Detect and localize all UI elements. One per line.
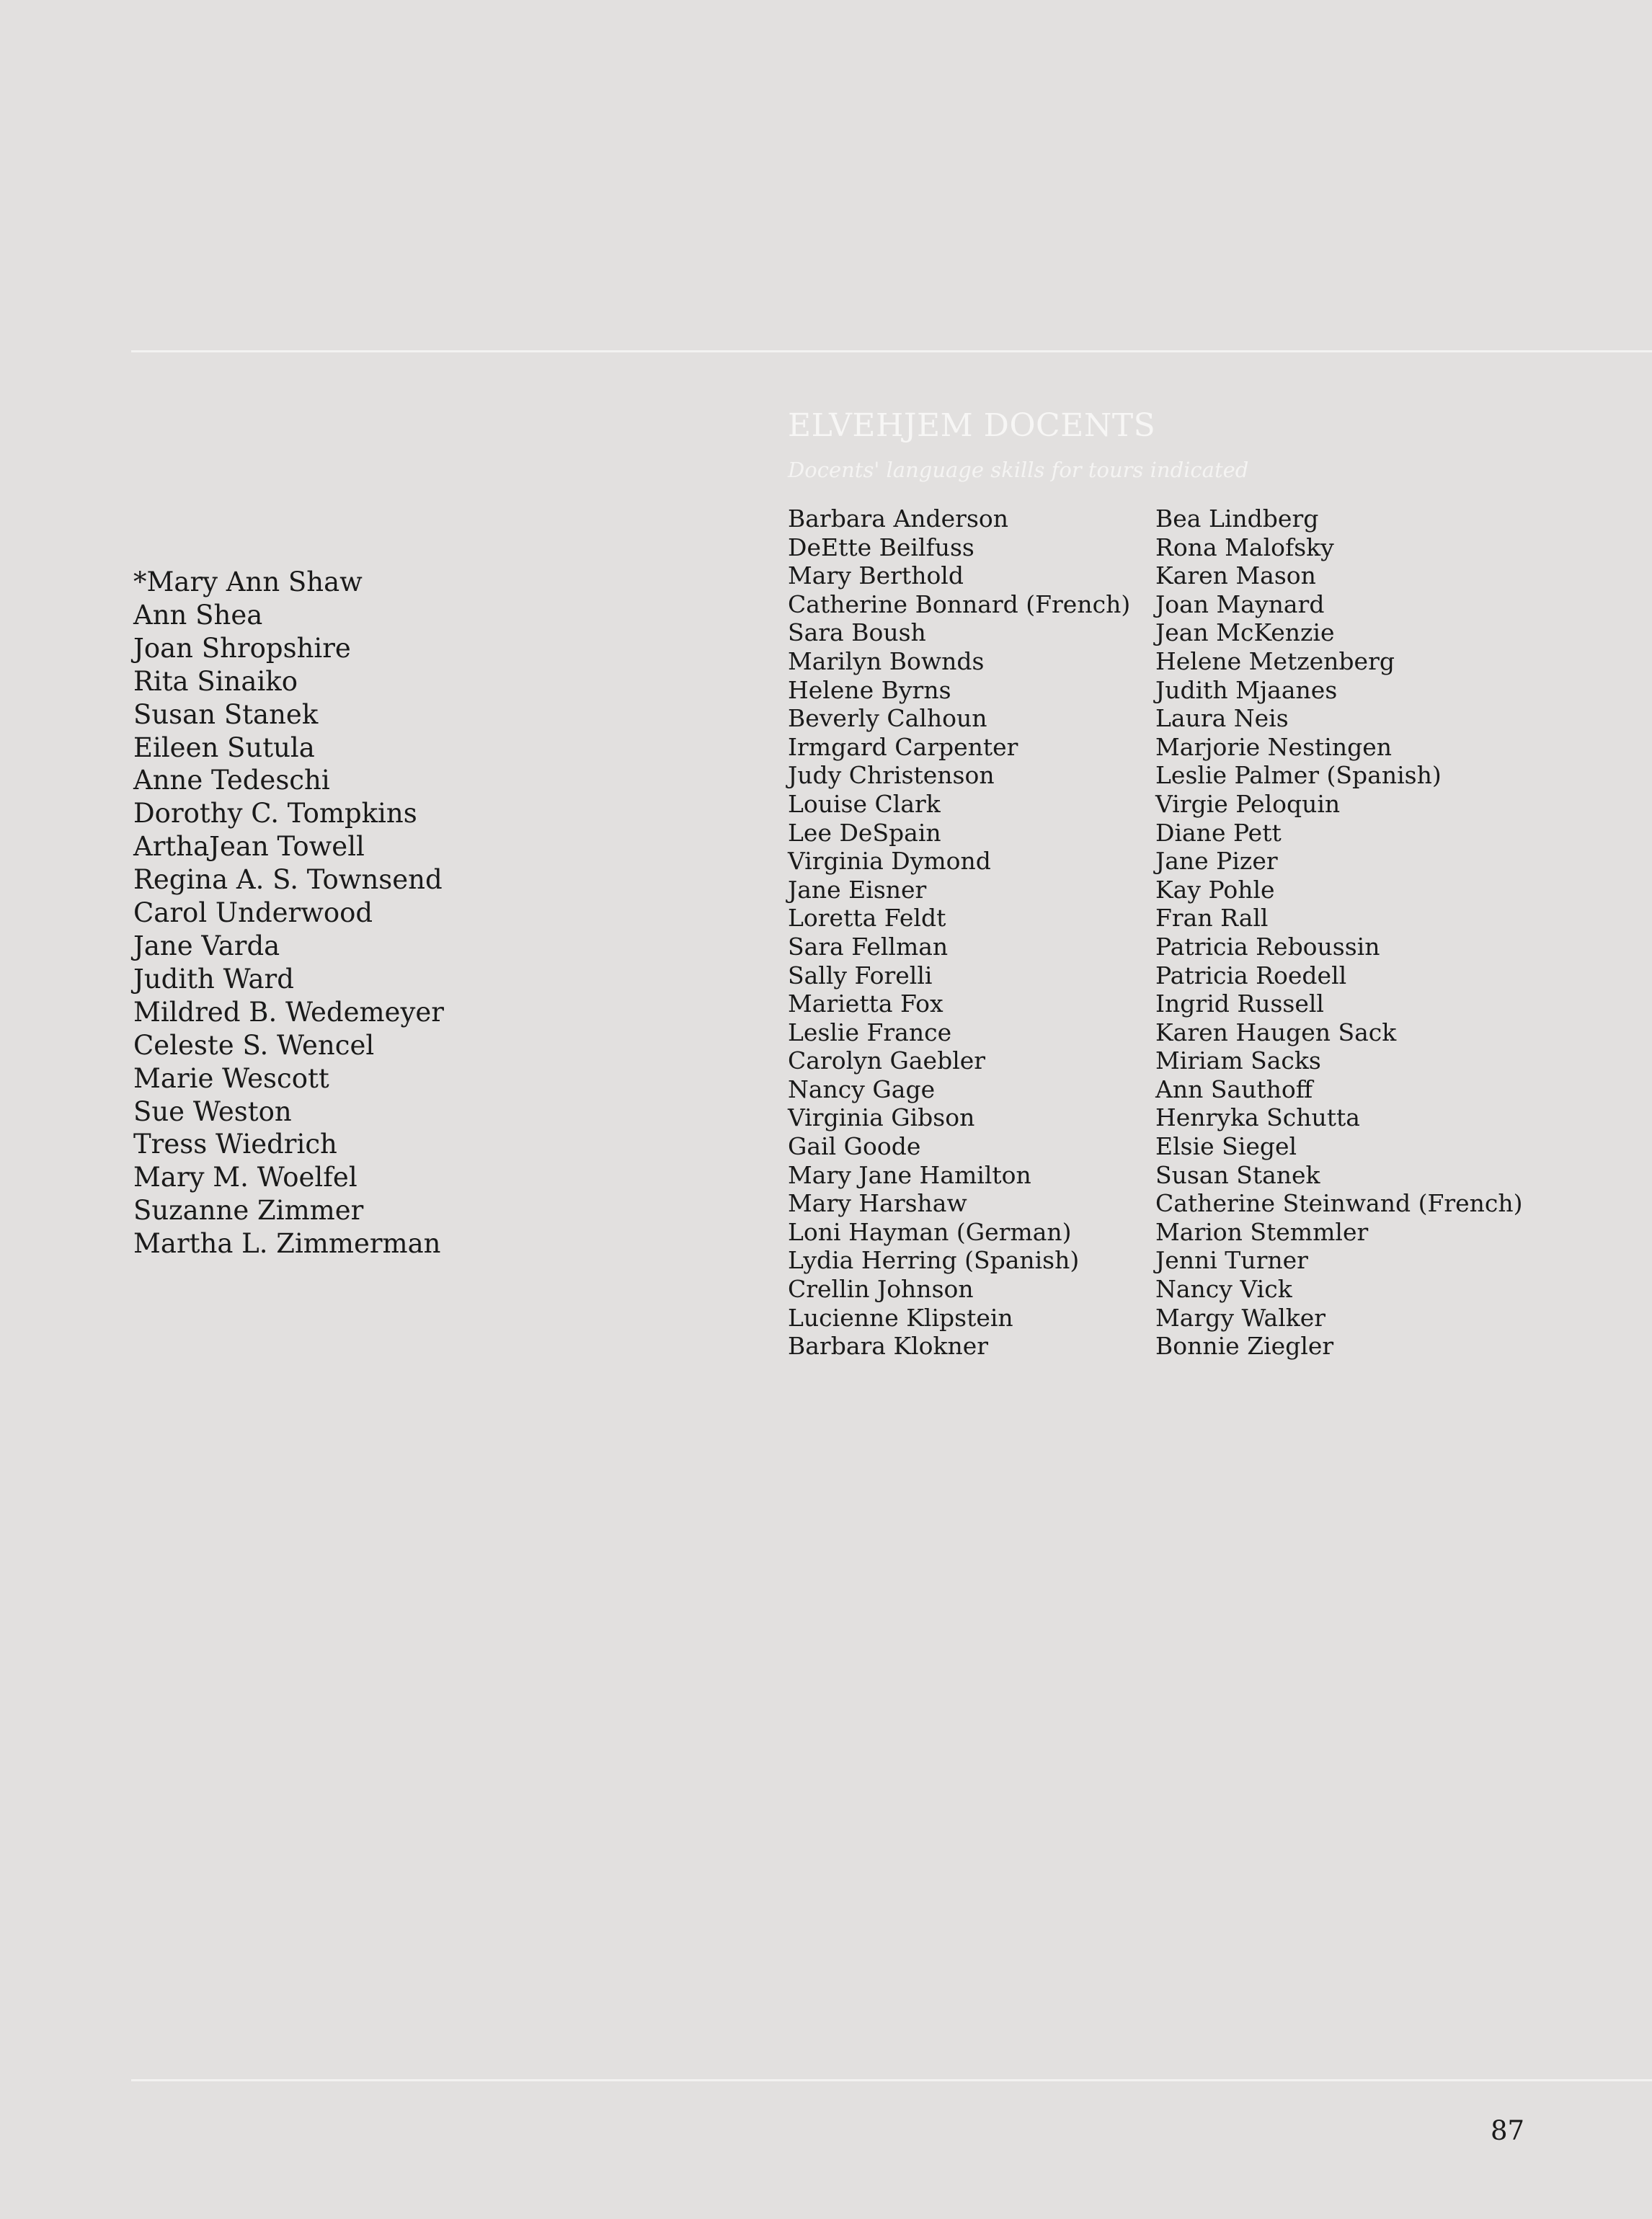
- name-entry: Sara Boush: [788, 618, 926, 647]
- name-entry: Ann Sauthoff: [1155, 1075, 1313, 1103]
- name-entry: Lydia Herring (Spanish): [788, 1246, 1080, 1275]
- name-entry: Suzanne Zimmer: [133, 1195, 364, 1227]
- name-entry: Barbara Klokner: [788, 1332, 989, 1361]
- name-entry: Loretta Feldt: [788, 904, 946, 933]
- name-entry: Crellin Johnson: [788, 1275, 974, 1304]
- section-heading: ELVEHJEM DOCENTS: [788, 407, 1156, 444]
- name-entry: Marjorie Nestingen: [1155, 732, 1393, 761]
- name-entry: Beverly Calhoun: [788, 704, 987, 733]
- name-entry: Mildred B. Wedemeyer: [133, 996, 444, 1028]
- name-entry: Jenni Turner: [1155, 1246, 1308, 1275]
- name-entry: Regina A. S. Townsend: [133, 864, 443, 896]
- name-entry: Nancy Gage: [788, 1075, 936, 1103]
- name-entry: Karen Mason: [1155, 561, 1316, 590]
- name-entry: Marilyn Bownds: [788, 646, 985, 675]
- name-entry: Susan Stanek: [133, 698, 319, 730]
- name-entry: Barbara Anderson: [788, 504, 1009, 533]
- name-entry: Susan Stanek: [1155, 1160, 1320, 1189]
- name-entry: Diane Pett: [1155, 818, 1282, 847]
- name-entry: Helene Byrns: [788, 675, 951, 704]
- name-entry: Ann Shea: [133, 599, 263, 631]
- name-entry: Virginia Gibson: [788, 1103, 975, 1132]
- name-entry: Leslie Palmer (Spanish): [1155, 761, 1442, 790]
- name-entry: Mary M. Woelfel: [133, 1162, 358, 1193]
- name-entry: Lucienne Klipstein: [788, 1303, 1013, 1332]
- name-entry: Jean McKenzie: [1155, 618, 1335, 647]
- name-entry: Marion Stemmler: [1155, 1217, 1369, 1246]
- name-entry: DeEtte Beilfuss: [788, 533, 974, 561]
- name-entry: Bonnie Ziegler: [1155, 1332, 1334, 1361]
- name-entry: Mary Berthold: [788, 561, 964, 590]
- docents-column-a: [788, 504, 1130, 1361]
- name-entry: Carolyn Gaebler: [788, 1046, 986, 1075]
- name-entry: Rona Malofsky: [1155, 533, 1334, 561]
- name-entry: *Mary Ann Shaw: [133, 566, 363, 597]
- name-entry: Jane Varda: [133, 930, 280, 961]
- name-entry: Leslie France: [788, 1018, 952, 1046]
- name-entry: Patricia Roedell: [1155, 961, 1347, 990]
- name-entry: Marie Wescott: [133, 1062, 329, 1094]
- name-entry: Fran Rall: [1155, 904, 1269, 933]
- page-number: 87: [1491, 2115, 1525, 2146]
- name-entry: Sue Weston: [133, 1095, 292, 1127]
- name-entry: Jane Eisner: [788, 875, 927, 904]
- name-entry: Martha L. Zimmerman: [133, 1228, 441, 1260]
- bottom-divider: [131, 2079, 1652, 2081]
- name-entry: Loni Hayman (German): [788, 1217, 1072, 1246]
- name-entry: Carol Underwood: [133, 897, 373, 929]
- top-divider: [131, 350, 1652, 352]
- name-entry: Joan Shropshire: [133, 632, 351, 664]
- name-entry: Virginia Dymond: [788, 847, 991, 876]
- name-entry: Ingrid Russell: [1155, 990, 1324, 1018]
- name-entry: Catherine Bonnard (French): [788, 590, 1131, 618]
- name-entry: Sally Forelli: [788, 961, 933, 990]
- name-entry: Sara Fellman: [788, 932, 949, 961]
- name-entry: Helene Metzenberg: [1155, 646, 1395, 675]
- name-entry: Elsie Siegel: [1155, 1132, 1297, 1161]
- name-entry: Laura Neis: [1155, 704, 1289, 733]
- name-entry: Dorothy C. Tompkins: [133, 798, 417, 830]
- name-entry: Celeste S. Wencel: [133, 1029, 375, 1061]
- name-entry: Eileen Sutula: [133, 731, 315, 763]
- left-name-list: [133, 566, 444, 1260]
- name-entry: Margy Walker: [1155, 1303, 1326, 1332]
- name-entry: Virgie Peloquin: [1155, 789, 1341, 818]
- name-entry: Anne Tedeschi: [133, 765, 330, 796]
- name-entry: Rita Sinaiko: [133, 665, 298, 697]
- name-entry: Mary Harshaw: [788, 1189, 967, 1218]
- name-entry: Jane Pizer: [1155, 847, 1278, 876]
- name-entry: Joan Maynard: [1155, 590, 1325, 618]
- name-entry: Karen Haugen Sack: [1155, 1018, 1397, 1046]
- name-entry: Lee DeSpain: [788, 818, 941, 847]
- name-entry: Catherine Steinwand (French): [1155, 1189, 1523, 1218]
- name-entry: Gail Goode: [788, 1132, 921, 1161]
- name-entry: Kay Pohle: [1155, 875, 1275, 904]
- name-entry: Patricia Reboussin: [1155, 932, 1380, 961]
- name-entry: ArthaJean Towell: [133, 831, 365, 863]
- name-entry: Judy Christenson: [788, 761, 995, 790]
- name-entry: Marietta Fox: [788, 990, 943, 1018]
- section-subtitle: Docents' language skills for tours indicated: [788, 458, 1249, 482]
- name-entry: Louise Clark: [788, 789, 941, 818]
- name-entry: Irmgard Carpenter: [788, 732, 1018, 761]
- name-entry: Mary Jane Hamilton: [788, 1160, 1031, 1189]
- name-entry: Bea Lindberg: [1155, 504, 1319, 533]
- name-entry: Henryka Schutta: [1155, 1103, 1360, 1132]
- name-entry: Judith Mjaanes: [1155, 675, 1338, 704]
- name-entry: Tress Wiedrich: [133, 1129, 337, 1160]
- docents-column-b: [1155, 504, 1523, 1361]
- name-entry: Nancy Vick: [1155, 1275, 1292, 1304]
- name-entry: Miriam Sacks: [1155, 1046, 1321, 1075]
- name-entry: Judith Ward: [133, 963, 294, 995]
